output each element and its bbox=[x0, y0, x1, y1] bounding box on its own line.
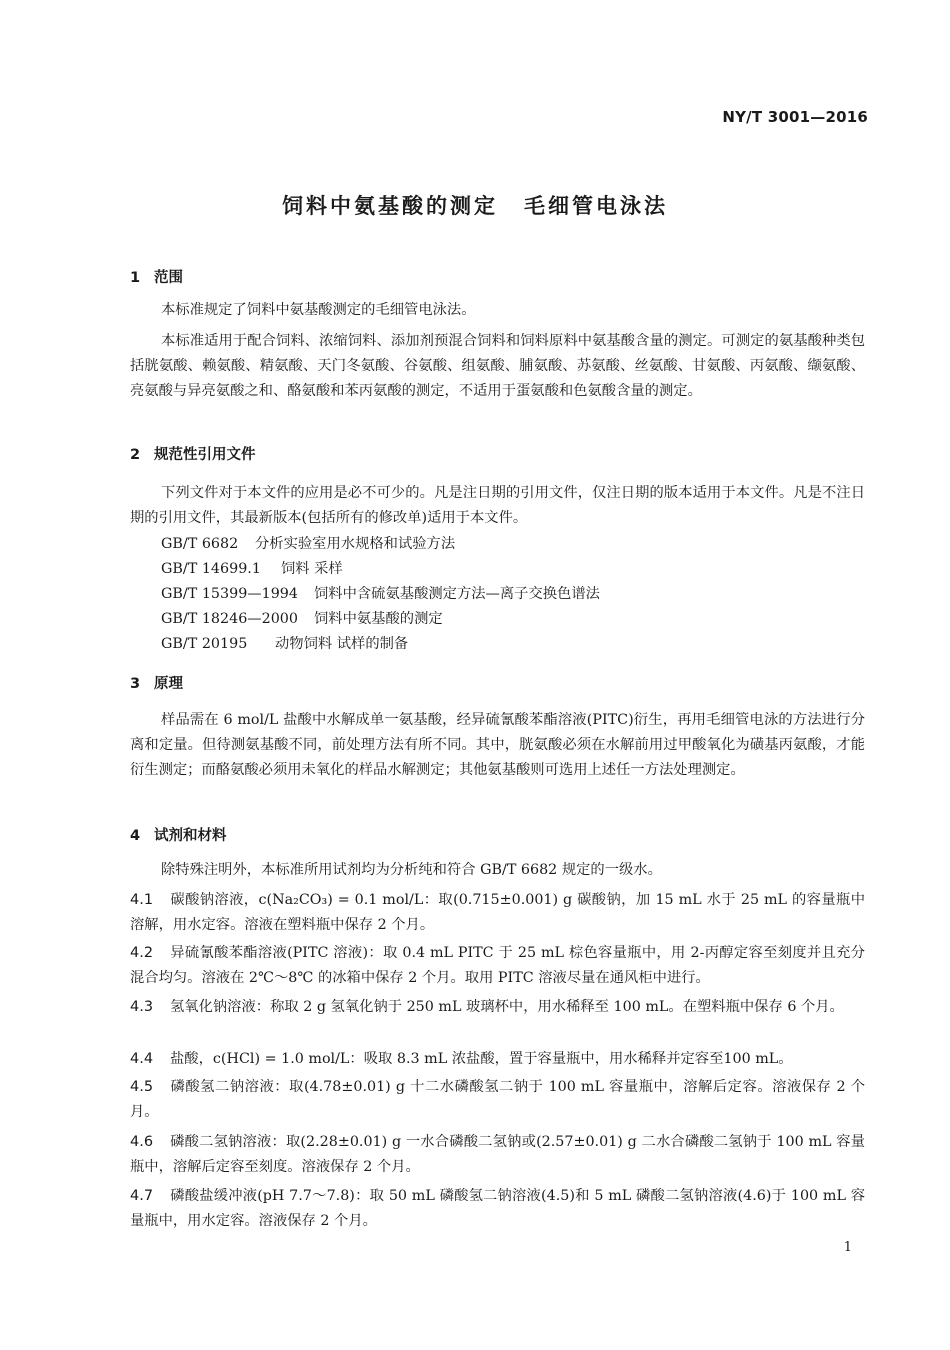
item-number: 4.7 bbox=[130, 1188, 154, 1204]
item-number: 4.1 bbox=[130, 892, 154, 908]
reference-item bbox=[161, 558, 343, 578]
reference-name: 饲料中含硫氨基酸测定方法—离子交换色谱法 bbox=[314, 586, 600, 602]
reagent-item bbox=[130, 888, 865, 938]
document-title bbox=[0, 190, 950, 220]
item-number: 4.6 bbox=[130, 1134, 154, 1150]
section-2-paragraph-1: 下列文件对于本文件的应用是必不可少的。凡是注日期的引用文件，仅注日期的版本适用于本文件。凡是不注日期的引用文件，其最新版本(包括所有的修改单)适用于本文件。 bbox=[130, 485, 865, 526]
standard-code: NY/T 3001—2016 bbox=[722, 108, 868, 126]
section-4-paragraph-1: 除特殊注明外，本标准所用试剂均为分析纯和符合 GB/T 6682 规定的一级水。 bbox=[161, 862, 662, 878]
section-3-paragraph-1: 样品需在 6 mol/L 盐酸中水解成单一氨基酸，经异硫氰酸苯酯溶液(PITC)衍生，再用毛细管电泳的方法进行分离和定量。但待测氨基酸不同，前处理方法有所不同。其中，胱氨酸必须在水解前用过甲酸氧化为磺基丙氨酸，才能衍生测定；而酪氨酸必须用未氧化的样品水解测定；其他氨基酸则可选用上述任一方法处理测定。 bbox=[130, 712, 865, 778]
section-3-heading bbox=[130, 672, 183, 693]
reference-name: 饲料 采样 bbox=[281, 561, 343, 577]
item-number: 4.5 bbox=[130, 1079, 154, 1095]
reagent-item bbox=[130, 1047, 865, 1072]
title-part-1: 饲料中氨基酸的测定 bbox=[282, 194, 498, 218]
reagent-item bbox=[130, 941, 865, 991]
reference-code: GB/T 20195 bbox=[161, 636, 248, 652]
reference-name: 动物饲料 试样的制备 bbox=[275, 636, 409, 652]
section-4-heading bbox=[130, 824, 227, 845]
item-text: 盐酸，c(HCl) = 1.0 mol/L：吸取 8.3 mL 浓盐酸，置于容量瓶中，用水稀释并定容至100 mL。 bbox=[170, 1051, 793, 1067]
section-2-heading bbox=[130, 443, 256, 464]
title-part-2: 毛细管电泳法 bbox=[524, 194, 668, 218]
reference-item bbox=[161, 583, 600, 603]
item-text: 磷酸氢二钠溶液：取(4.78±0.01) g 十二水磷酸氢二钠于 100 mL 容量瓶中，溶解后定容。溶液保存 2 个月。 bbox=[130, 1079, 865, 1120]
section-title: 规范性引用文件 bbox=[154, 447, 256, 463]
section-title: 原理 bbox=[154, 676, 183, 692]
section-1-paragraph-1: 本标准规定了饲料中氨基酸测定的毛细管电泳法。 bbox=[161, 302, 476, 318]
section-number: 2 bbox=[130, 447, 141, 463]
reagent-item bbox=[130, 1130, 865, 1180]
reagent-item bbox=[130, 1075, 865, 1125]
item-number: 4.3 bbox=[130, 999, 154, 1015]
item-text: 磷酸盐缓冲液(pH 7.7～7.8)：取 50 mL 磷酸氢二钠溶液(4.5)和 5 mL 磷酸二氢钠溶液(4.6)于 100 mL 容量瓶中，用水定容。溶液保存 2 个月。 bbox=[130, 1188, 865, 1229]
reference-item bbox=[161, 633, 408, 653]
section-number: 4 bbox=[130, 828, 141, 844]
item-text: 碳酸钠溶液，c(Na₂CO₃) = 0.1 mol/L：取(0.715±0.001) g 碳酸钠，加 15 mL 水于 25 mL 的容量瓶中溶解，用水定容。溶液在塑料瓶中保存 2 个月。 bbox=[130, 892, 865, 933]
item-number: 4.2 bbox=[130, 945, 154, 961]
item-text: 氢氧化钠溶液：称取 2 g 氢氧化钠于 250 mL 玻璃杯中，用水稀释至 100 mL。在塑料瓶中保存 6 个月。 bbox=[170, 999, 844, 1015]
page-number: 1 bbox=[843, 1240, 852, 1255]
item-text: 磷酸二氢钠溶液：取(2.28±0.01) g 一水合磷酸二氢钠或(2.57±0.01) g 二水合磷酸二氢钠于 100 mL 容量瓶中，溶解后定容至刻度。溶液保存 2 个月。 bbox=[130, 1134, 865, 1175]
section-title: 试剂和材料 bbox=[154, 828, 227, 844]
reference-code: GB/T 18246—2000 bbox=[161, 611, 298, 627]
section-1-paragraph-2: 本标准适用于配合饲料、浓缩饲料、添加剂预混合饲料和饲料原料中氨基酸含量的测定。可测定的氨基酸种类包括胱氨酸、赖氨酸、精氨酸、天门冬氨酸、谷氨酸、组氨酸、脯氨酸、苏氨酸、丝氨酸、甘氨酸、丙氨酸、缬氨酸、亮氨酸与异亮氨酸之和、酪氨酸和苯丙氨酸的测定，不适用于蛋氨酸和色氨酸含量的测定。 bbox=[130, 333, 865, 399]
item-text: 异硫氰酸苯酯溶液(PITC 溶液)：取 0.4 mL PITC 于 25 mL 棕色容量瓶中，用 2-丙醇定容至刻度并且充分混合均匀。溶液在 2℃～8℃ 的冰箱中保存 2 个月。取用 PITC 溶液尽量在通风柜中进行。 bbox=[130, 945, 865, 986]
section-title: 范围 bbox=[154, 270, 183, 286]
reference-item bbox=[161, 608, 443, 628]
reference-name: 饲料中氨基酸的测定 bbox=[314, 611, 443, 627]
reagent-item bbox=[130, 1184, 865, 1234]
reagent-item bbox=[130, 995, 865, 1020]
section-1-heading bbox=[130, 266, 183, 287]
section-number: 1 bbox=[130, 270, 141, 286]
reference-code: GB/T 6682 bbox=[161, 536, 239, 552]
reference-code: GB/T 14699.1 bbox=[161, 561, 261, 577]
reference-code: GB/T 15399—1994 bbox=[161, 586, 298, 602]
reference-name: 分析实验室用水规格和试验方法 bbox=[255, 536, 456, 552]
reference-item bbox=[161, 533, 455, 553]
section-number: 3 bbox=[130, 676, 141, 692]
item-number: 4.4 bbox=[130, 1051, 154, 1067]
